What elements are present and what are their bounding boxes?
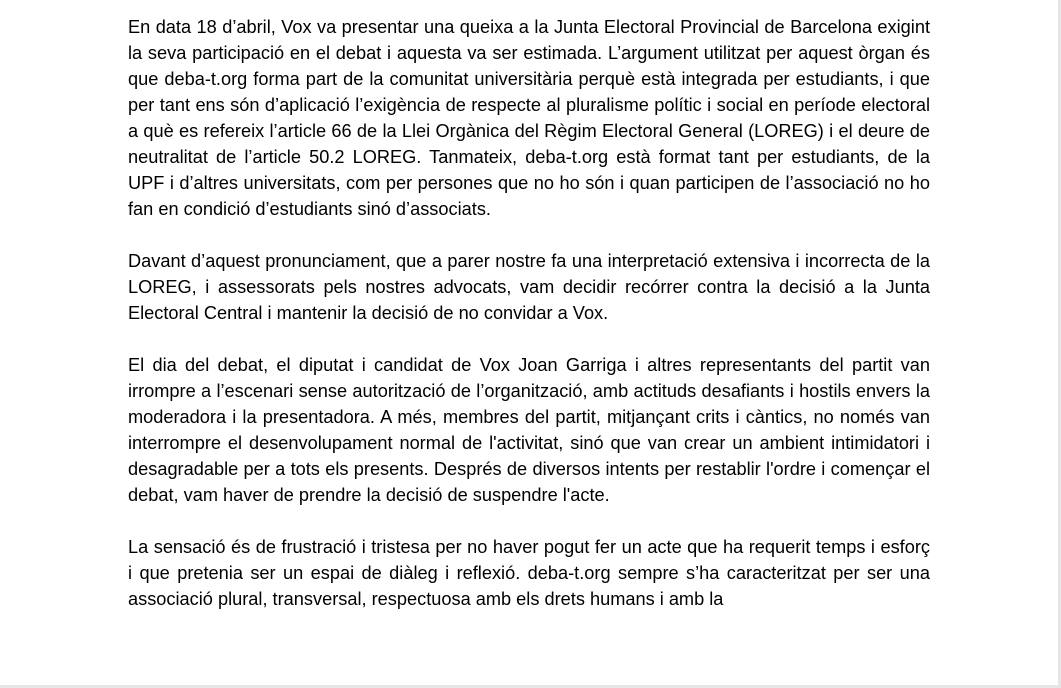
paragraph-debate-day: El dia del debat, el diputat i candidat de Vox Joan Garriga i altres representants del partit van irrompre a l’escenari sense autorització de l’organització, amb actituds desafiants i hostils envers la moderadora i la presentadora. A més, membres del partit, mitjançant crits i càntics, no només van interrompre el desenvolupament normal de l'activitat, sinó que van crear un ambient intimidatori i desagradable per a tots els presents. Després de diversos intents per restablir l'ordre i començar el debat, vam haver de prendre la decisió de suspendre l'acte. bbox=[128, 355, 930, 505]
paragraph-appeal-decision: Davant d’aquest pronunciament, que a parer nostre fa una interpretació extensiva i incorrecta de la LOREG, i assessorats pels nostres advocats, vam decidir recórrer contra la decisió a la Junta Electoral Central i mantenir la decisió de no convidar a Vox. bbox=[128, 251, 930, 323]
paragraph-vox-complaint: En data 18 d’abril, Vox va presentar una queixa a la Junta Electoral Provincial de Barcelona exigint la seva participació en el debat i aquesta va ser estimada. L’argument utilitzat per aquest òrgan és que deba-t.org forma part de la comunitat universitària perquè està integrada per estudiants, i que per tant ens són d’aplicació l’exigència de respecte al pluralisme polític i social en període electoral a què es refereix l’article 66 de la Llei Orgànica del Règim Electoral General (LOREG) i el deure de neutralitat de l’article 50.2 LOREG. Tanmateix, deba-t.org està format tant per estudiants, de la UPF i d’altres universitats, com per persones que no ho són i quan participen de l’associació no ho fan en condició d’estudiants sinó d’associats. bbox=[128, 17, 930, 219]
document-body bbox=[128, 14, 930, 638]
paragraph-frustration: La sensació és de frustració i tristesa per no haver pogut fer un acte que ha requerit temps i esforç i que pretenia ser un espai de diàleg i reflexió. deba-t.org sempre s’ha caracteritzat per ser una associació plural, transversal, respectuosa amb els drets humans i amb la bbox=[128, 537, 930, 609]
